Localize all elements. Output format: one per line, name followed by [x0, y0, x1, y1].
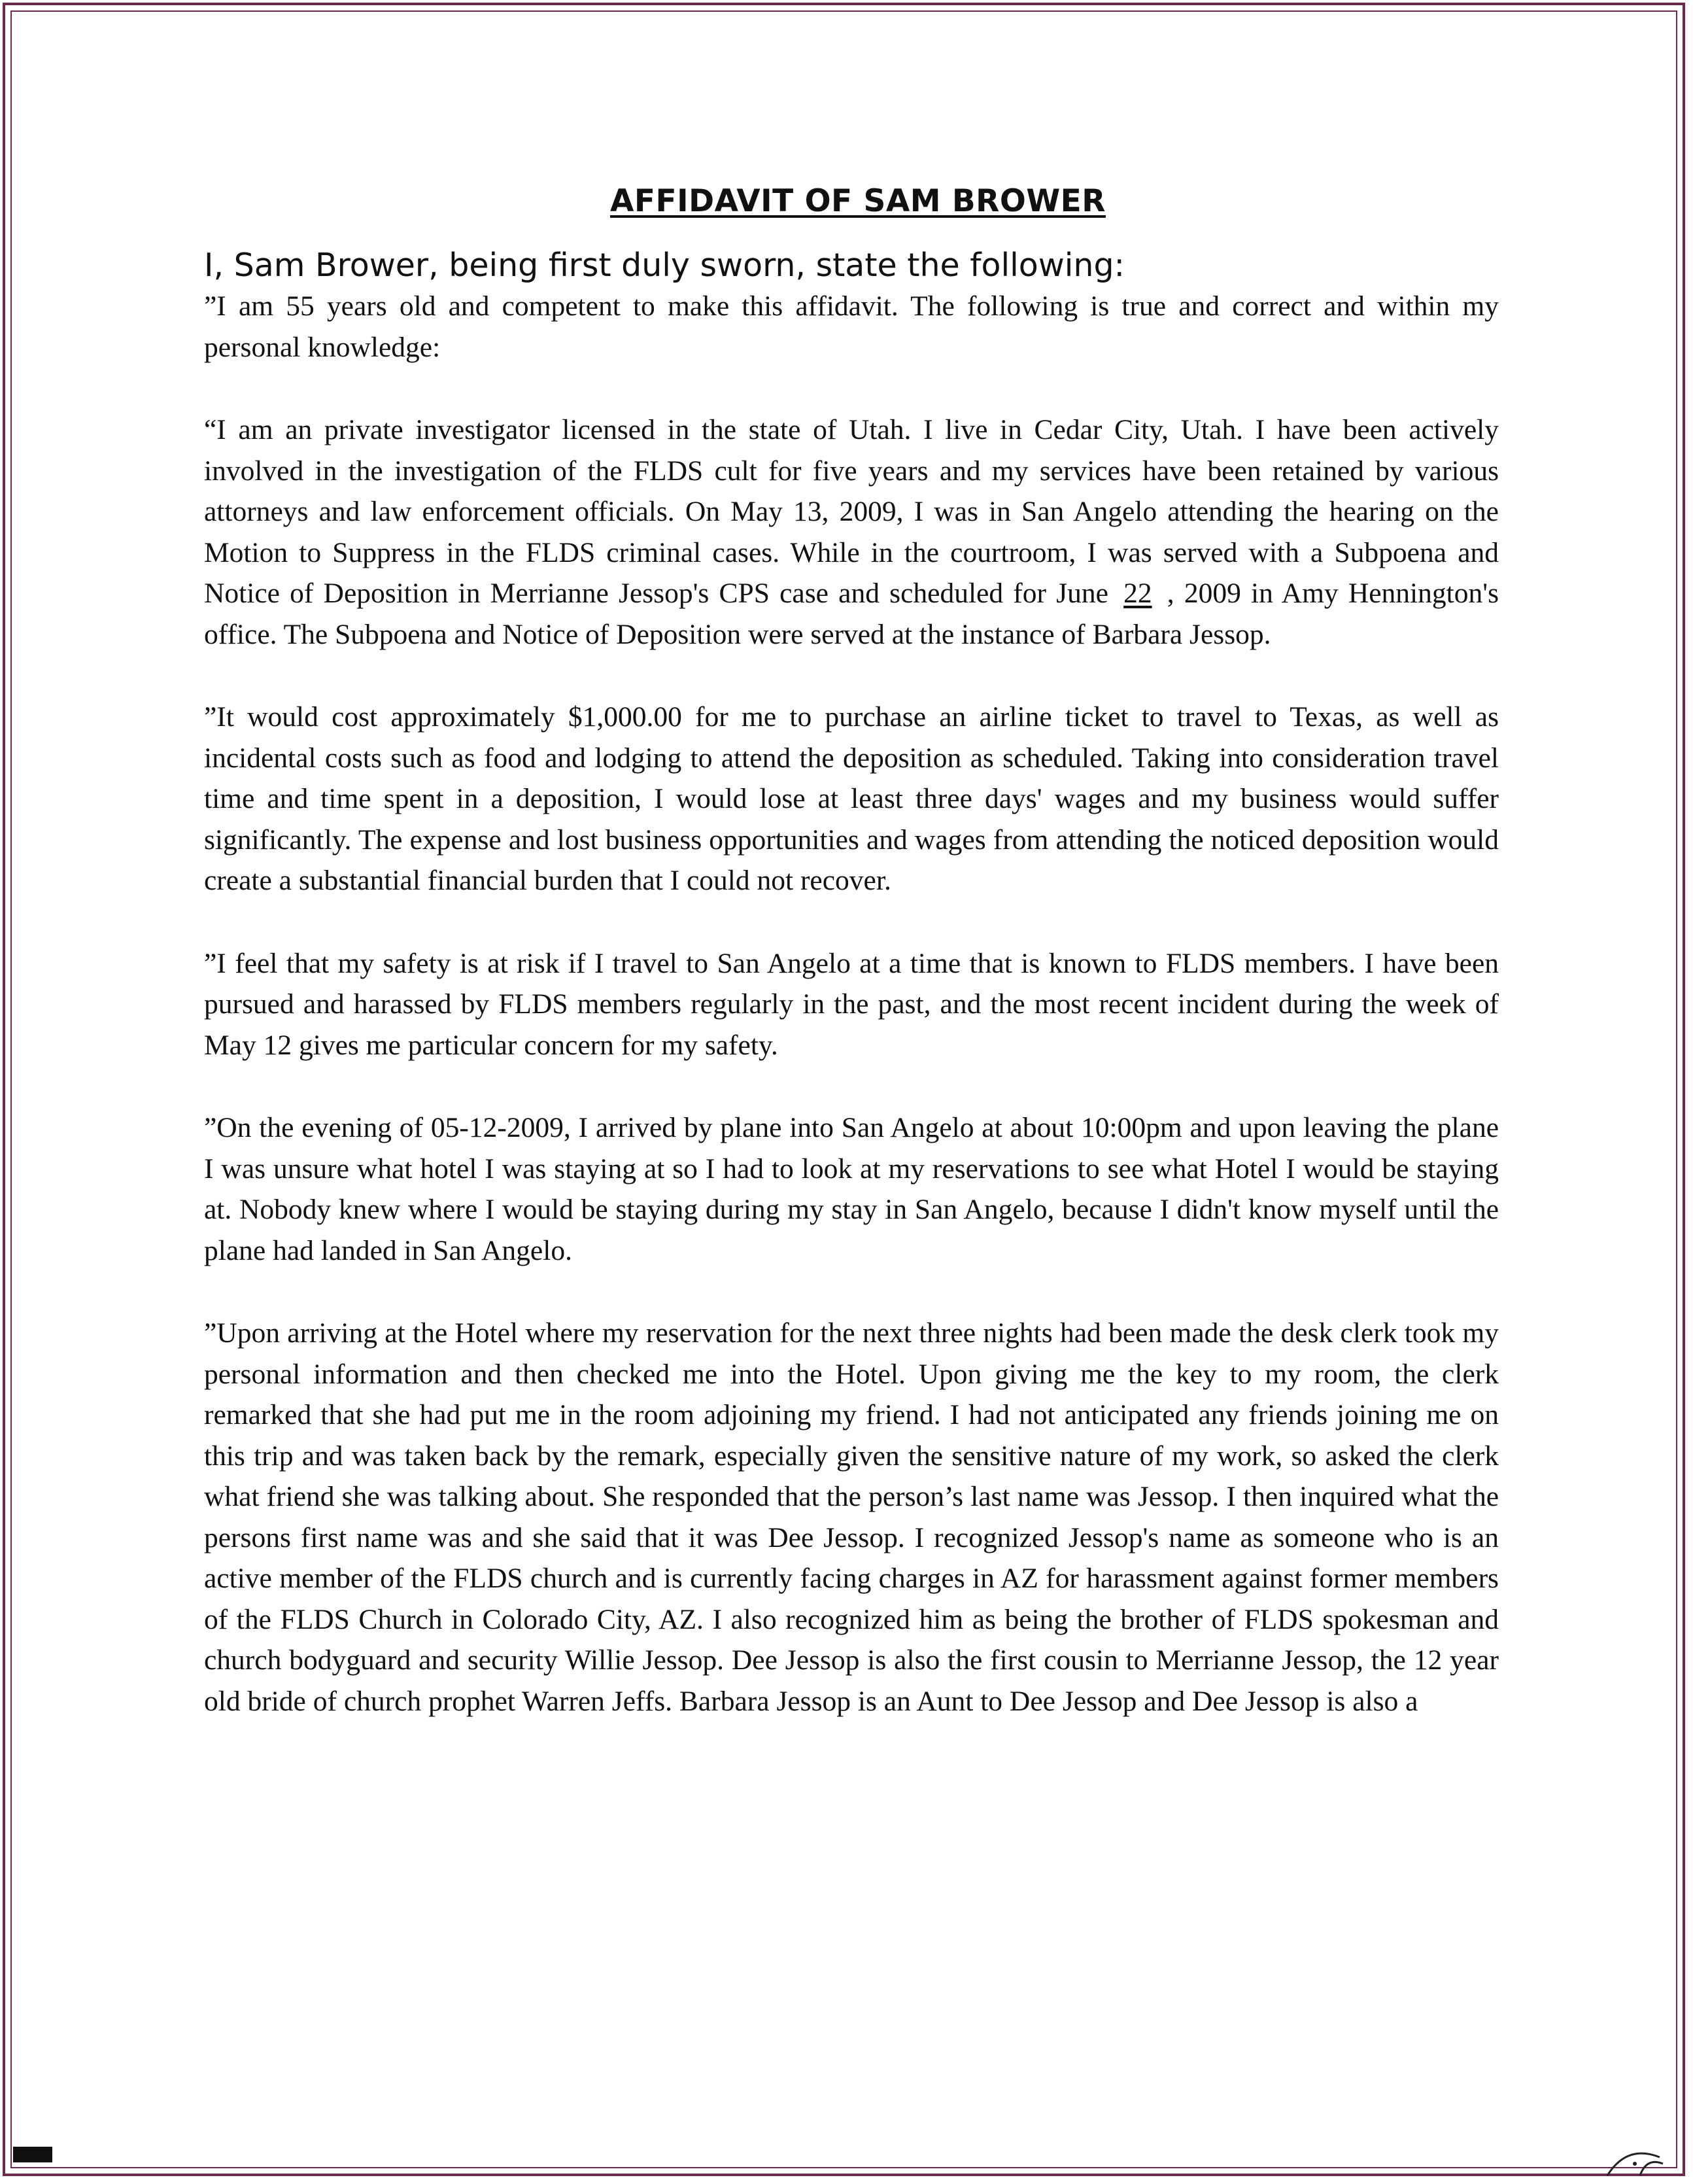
deposition-date-fill-in: 22	[1123, 578, 1152, 609]
paragraph-competence: ”I am 55 years old and competent to make this affidavit. The following is true and correct and within my personal knowledge:	[204, 290, 1499, 363]
subpoena-text-after-date: , 2009 in Amy Hennington's office. The Subpoena and Notice of Deposition were served at the instance of Barbara Jessop.	[204, 578, 1499, 650]
paragraph-financial-burden: ”It would cost approximately $1,000.00 for me to purchase an airline ticket to travel to Texas, as well as incidental costs such as food and lodging to attend the deposition as scheduled. Taking into consideration travel time and time spent in a deposition, I would lose at least three days' wages and my business would suffer significantly. The expense and lost business opportunities and wages from attending the noticed deposition would create a substantial financial burden that I could not recover.	[204, 701, 1499, 896]
paragraph-arrival: ”On the evening of 05-12-2009, I arrived by plane into San Angelo at about 10:00pm and upon leaving the plane I was unsure what hotel I was staying at so I had to look at my reservations to see what Hotel I would be staying at. Nobody knew where I would be staying during my stay in San Angelo, because I didn't know myself until the plane had landed in San Angelo.	[204, 1112, 1499, 1266]
paragraph-subpoena	[204, 409, 1499, 655]
affidavit-document	[204, 183, 1499, 1763]
paragraph-safety-risk: ”I feel that my safety is at risk if I travel to San Angelo at a time that is known to FLDS members. I have been pursued and harassed by FLDS members regularly in the past, and the most recent incident during the week of May 12 gives me particular concern for my safety.	[204, 947, 1499, 1061]
sworn-statement-intro: I, Sam Brower, being first duly sworn, state the following:	[204, 247, 1125, 284]
document-title: AFFIDAVIT OF SAM BROWER	[610, 183, 1106, 219]
paragraph-hotel-incident: ”Upon arriving at the Hotel where my reservation for the next three nights had been made the desk clerk took my personal information and then checked me into the Hotel. Upon giving me the key to my room, the clerk remarked that she had put me in the room adjoining my friend. I had not anticipated any friends joining me on this trip and was taken back by the remark, especially given the sensitive nature of my work, so asked the clerk what friend she was talking about. She responded that the person’s last name was Jessop. I then inquired what the persons first name was and she said that it was Dee Jessop. I recognized Jessop's name as someone who is an active member of the FLDS church and is currently facing charges in AZ for harassment against former members of the FLDS Church in Colorado City, AZ. I also recognized him as being the brother of FLDS spokesman and church bodyguard and security Willie Jessop. Dee Jessop is also the first cousin to Merrianne Jessop, the 12 year old bride of church prophet Warren Jeffs. Barbara Jessop is an Aunt to Dee Jessop and Dee Jessop is also a	[204, 1317, 1499, 1717]
page-curl-icon	[1601, 2138, 1666, 2177]
subpoena-text-before-date: “I am an private investigator licensed in the state of Utah. I live in Cedar City, Utah. I have been actively involved in the investigation of the FLDS cult for five years and my services have been retained by various attorneys and law enforcement officials. On May 13, 2009, I was in San Angelo attending the hearing on the Motion to Suppress in the FLDS criminal cases. While in the courtroom, I was served with a Subpoena and Notice of Deposition in Merrianne Jessop's CPS case and scheduled for June	[204, 414, 1499, 609]
scan-mark-block	[13, 2147, 52, 2162]
